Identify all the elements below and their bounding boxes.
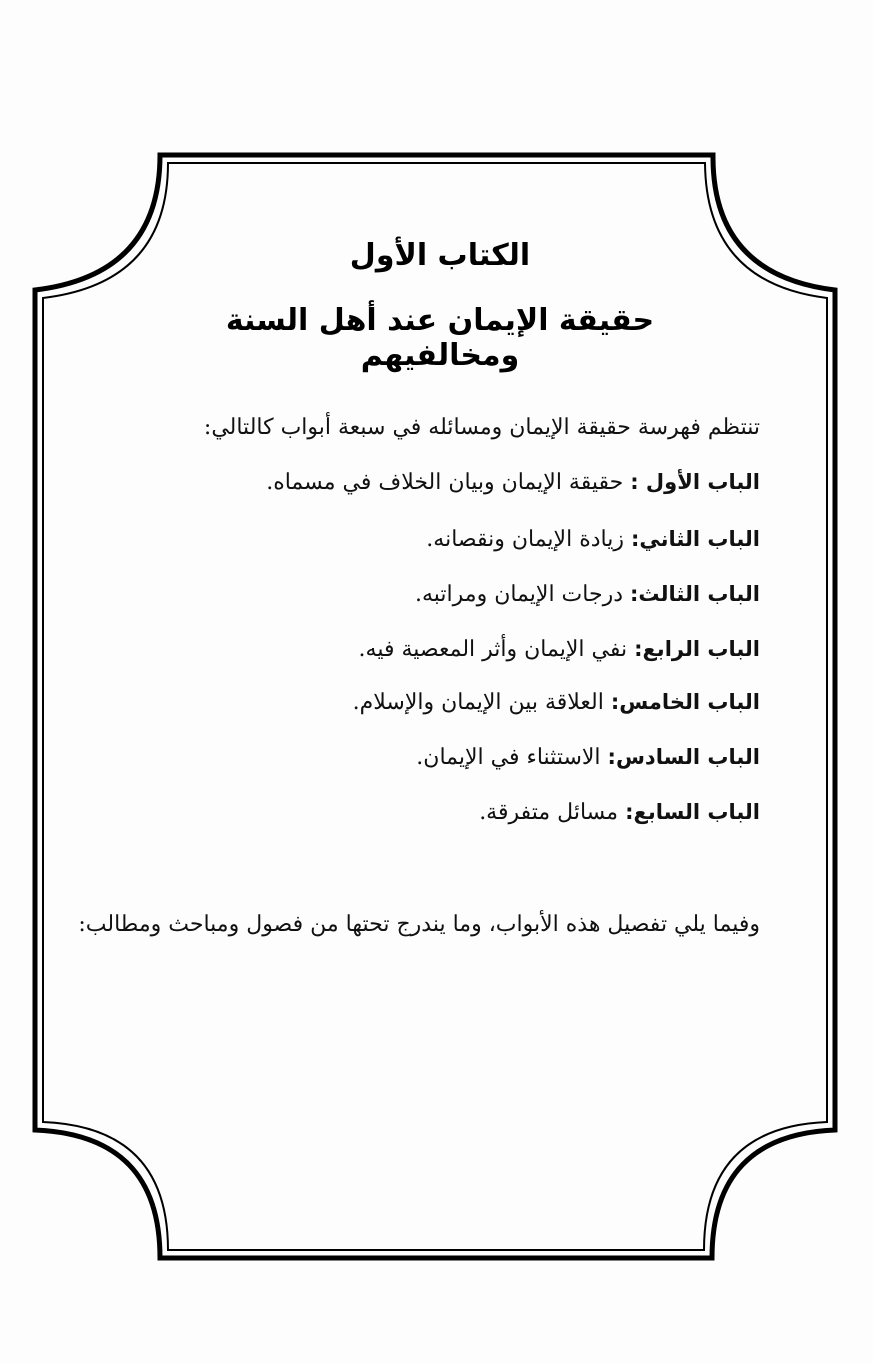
chapter-title: نفي الإيمان وأثر المعصية فيه.	[358, 637, 635, 662]
chapter-title: العلاقة بين الإيمان والإسلام.	[352, 690, 611, 715]
chapter-line-2	[180, 527, 760, 552]
chapter-label: الباب الثالث:	[629, 582, 760, 606]
chapter-line-1	[180, 470, 760, 495]
chapter-title: زيادة الإيمان ونقصانه.	[426, 527, 631, 552]
chapter-label: الباب الثاني:	[630, 527, 760, 551]
chapter-title: حقيقة الإيمان وبيان الخلاف في مسماه.	[266, 470, 631, 495]
chapter-line-4	[180, 637, 760, 662]
chapter-title: مسائل متفرقة.	[479, 800, 626, 825]
chapter-label: الباب الأول :	[630, 470, 760, 494]
book-subtitle: حقيقة الإيمان عند أهل السنة ومخالفيهم	[225, 303, 655, 373]
intro-text: تنتظم فهرسة حقيقة الإيمان ومسائله في سبعة أبواب كالتالي:	[203, 415, 760, 440]
chapter-line-3	[180, 582, 760, 607]
chapter-label: الباب السابع:	[625, 800, 760, 824]
chapter-line-5	[180, 690, 760, 715]
chapter-title: درجات الإيمان ومراتبه.	[415, 582, 630, 607]
chapter-label: الباب الرابع:	[634, 637, 760, 661]
chapter-title: الاستثناء في الإيمان.	[416, 745, 608, 770]
book-title: الكتاب الأول	[349, 238, 531, 273]
chapter-label: الباب الخامس:	[610, 690, 760, 714]
outro-text: وفيما يلي تفصيل هذه الأبواب، وما يندرج تحتها من فصول ومباحث ومطالب:	[78, 912, 760, 937]
chapter-line-6	[180, 745, 760, 770]
chapter-label: الباب السادس:	[607, 745, 760, 769]
chapter-line-7	[180, 800, 760, 825]
